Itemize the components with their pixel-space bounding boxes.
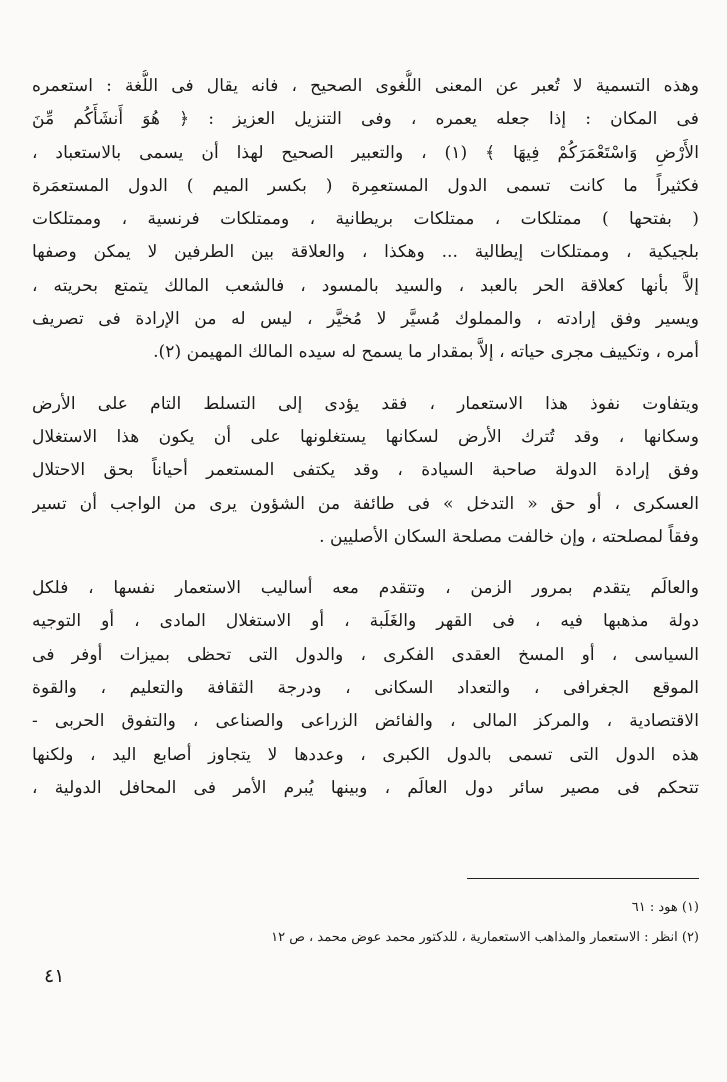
text-line: الاقتصادية ، والمركز المالى ، والفائض الزراعى والصناعى ، والتفوق الحربى - bbox=[32, 711, 699, 732]
text-line: إلاَّ بأنها كعلاقة الحر بالعبد ، والسيد بالمسود ، فالشعب المالك يتمتع بحريته ، bbox=[32, 275, 699, 296]
text-line: أمره ، وتكييف مجرى حياته ، إلاَّ بمقدار ما يسمح له سيده المالك المهيمن (٢). bbox=[153, 342, 699, 363]
footnotes bbox=[32, 893, 699, 953]
text-line: فكثيراً ما كانت تسمى الدول المستعمِرة ( بكسر الميم ) الدول المستعمَرة bbox=[32, 175, 699, 196]
text-line: دولة مذهبها فيه ، فى القهر والغَلَبة ، أو الاستغلال المادى ، أو التوجيه bbox=[32, 611, 699, 632]
text-line: وسكانها ، وقد تُترك الأرض لسكانها يستغلونها على أن يكون هذا الاستغلال bbox=[32, 426, 699, 447]
footnote-2: (٢) انظر : الاستعمار والمذاهب الاستعمارية ، للدكتور محمد عوض محمد ، ص ١٢ bbox=[271, 930, 699, 945]
text-line: السياسى ، أو المسخ العقدى الفكرى ، والدول التى تحظى بميزات أوفر فى bbox=[32, 644, 699, 665]
text-line: العسكرى ، أو حق « التدخل » فى طائفة من الشؤون يرى من الواجب أن تسير bbox=[32, 493, 699, 514]
page-number: ٤١ bbox=[44, 965, 65, 987]
text-line: والعالَم يتقدم بمرور الزمن ، وتتقدم معه أساليب الاستعمار نفسها ، فلكل bbox=[32, 578, 699, 599]
text-line: بلجيكية ، وممتلكات إيطالية ... وهكذا ، والعلاقة بين الطرفين لا يمكن وصفها bbox=[32, 242, 699, 263]
footnote-1: (١) هود : ٦١ bbox=[631, 900, 699, 915]
text-line: هذه الدول التى تسمى بالدول الكبرى ، وعددها لا يتجاوز أصابع اليد ، ولكنها bbox=[32, 744, 699, 765]
paragraph-1 bbox=[32, 70, 699, 370]
text-line: الموقع الجغرافى ، والتعداد السكانى ، ودرجة الثقافة والتعليم ، والقوة bbox=[32, 678, 699, 699]
text-line: وفقاً لمصلحته ، وإن خالفت مصلحة السكان الأصليين . bbox=[319, 526, 699, 547]
paragraph-3 bbox=[32, 572, 699, 805]
text-line: وهذه التسمية لا تُعبر عن المعنى اللُّغوى الصحيح ، فانه يقال فى اللُّغة : استعمره bbox=[32, 76, 699, 96]
text-line: ( بفتحها ) ممتلكات ، ممتلكات بريطانية ، وممتلكات فرنسية ، وممتلكات bbox=[32, 209, 699, 230]
text-line: وفق إرادة الدولة صاحبة السيادة ، وقد يكتفى المستعمر أحياناً بحق الاحتلال bbox=[32, 460, 699, 481]
footnote-divider bbox=[467, 878, 699, 879]
text-line: تتحكم فى مصير سائر دول العالَم ، وبينها يُبرم الأمر فى المحافل الدولية ، bbox=[32, 777, 699, 798]
paragraph-2 bbox=[32, 388, 699, 554]
text-line: ويسير وفق إرادته ، والمملوك مُسيَّر لا مُخيَّر ، ليس له من الإرادة فى تصريف bbox=[32, 309, 699, 330]
text-line: ويتفاوت نفوذ هذا الاستعمار ، فقد يؤدى إلى التسلط التام على الأرض bbox=[32, 393, 699, 414]
text-line: فى المكان : إذا جعله يعمره ، وفى التنزيل العزيز : ﴿ هُوَ أَنشَأَكُم مِّنَ bbox=[32, 109, 699, 130]
body-text bbox=[32, 70, 699, 805]
text-line: الأَرْضِ وَاسْتَعْمَرَكُمْ فِيهَا ﴾ (١) ، والتعبير الصحيح لهذا أن يسمى بالاستعباد ، bbox=[32, 142, 699, 163]
